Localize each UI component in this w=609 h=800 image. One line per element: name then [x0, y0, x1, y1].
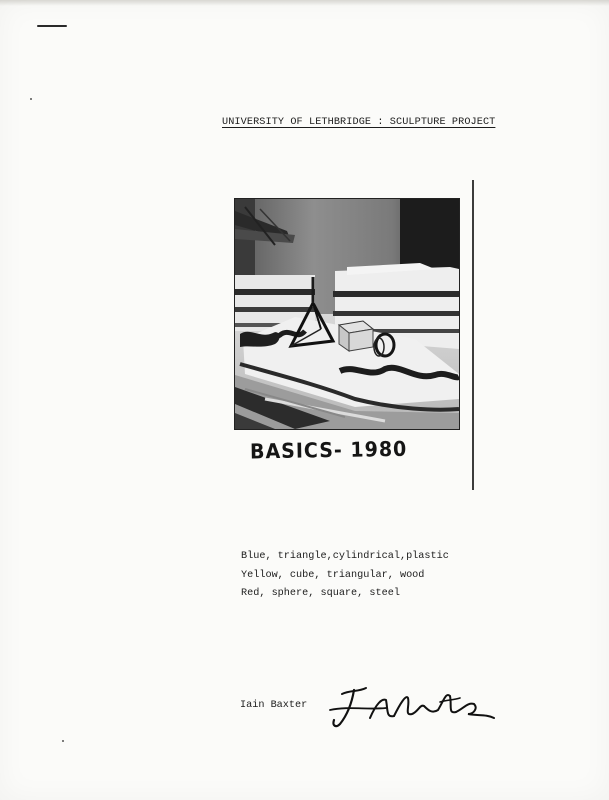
signature-image: [328, 680, 498, 732]
artist-name: Iain Baxter: [240, 700, 308, 711]
sculpture-photograph: [234, 198, 460, 430]
ink-speck: [30, 98, 32, 100]
materials-line: Blue, triangle,cylindrical,plastic: [241, 551, 449, 562]
materials-list: [241, 548, 449, 604]
ink-dash-mark: [37, 25, 67, 27]
handwritten-work-title: BASICS- 1980: [249, 437, 408, 464]
margin-rule: [472, 180, 474, 490]
ink-speck: [62, 740, 64, 742]
header-title: UNIVERSITY OF LETHBRIDGE : SCULPTURE PROJECT: [222, 117, 496, 128]
materials-line: Red, sphere, square, steel: [241, 588, 400, 599]
materials-line: Yellow, cube, triangular, wood: [241, 569, 425, 581]
